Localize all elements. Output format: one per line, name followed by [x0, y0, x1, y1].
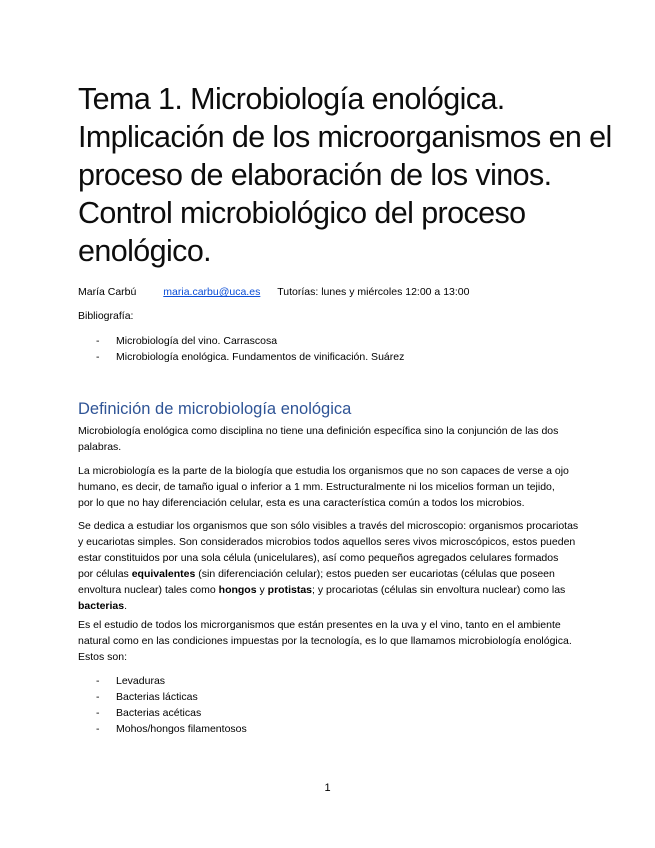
list-item-text: Bacterias lácticas: [116, 691, 198, 703]
dash-bullet: -: [96, 723, 100, 735]
list-item: [96, 689, 247, 705]
paragraph-line: Microbiología enológica como disciplina no tiene una definición específica sino la conjunción de las dos: [78, 425, 559, 437]
title-line: Implicación de los microorganismos en el: [78, 120, 612, 154]
document-title: [78, 80, 612, 270]
bold-term: bacterias: [78, 600, 125, 612]
list-item-text: Bacterias acéticas: [116, 707, 202, 719]
list-item-text: Microbiología enológica. Fundamentos de vinificación. Suárez: [116, 351, 405, 363]
paragraph-line: [78, 598, 580, 614]
paragraph-line: [78, 582, 580, 598]
bold-term: hongos: [218, 584, 257, 596]
paragraph-line: palabras.: [78, 441, 122, 453]
email-link[interactable]: maria.carbu@uca.es: [163, 286, 261, 298]
paragraph-line: por lo que no hay diferenciación celular, esta es una característica común a todos los microbios.: [78, 497, 525, 509]
list-item: [96, 349, 404, 365]
title-line: Control microbiológico del proceso: [78, 196, 526, 230]
paragraph-line: [78, 566, 580, 582]
dash-bullet: -: [96, 691, 100, 703]
paragraph-line: natural como en las condiciones impuestas por la tecnología, es lo que llamamos microbiología enológica.: [78, 635, 572, 647]
paragraph-line: humano, es decir, de tamaño igual o inferior a 1 mm. Estructuralmente ni los micelios forman un tejido,: [78, 481, 555, 493]
list-item-text: Levaduras: [116, 675, 166, 687]
page-number: 1: [324, 782, 331, 794]
list-item: [96, 673, 247, 689]
dash-bullet: -: [96, 335, 100, 347]
bibliography-label: Bibliografía:: [78, 310, 134, 322]
dash-bullet: -: [96, 707, 100, 719]
bibliography-list: [96, 333, 404, 365]
author-line: [78, 286, 469, 298]
paragraph-line: La microbiología es la parte de la biología que estudia los organismos que no son capaces de verse a ojo: [78, 465, 569, 477]
paragraph-line: Se dedica a estudiar los organismos que son sólo visibles a través del microscopio: organismos procariotas: [78, 520, 579, 532]
paragraph-organisms: [78, 518, 580, 614]
dash-bullet: -: [96, 351, 100, 363]
list-item: [96, 333, 404, 349]
text-run: envoltura nuclear) tales como: [78, 584, 219, 596]
list-item-text: Microbiología del vino. Carrascosa: [116, 335, 278, 347]
organisms-list: [96, 673, 247, 737]
paragraph-line: estar constituidos por una sola célula (unicelulares), así como pequeños agregados celulares formados: [78, 552, 559, 564]
section-heading: Definición de microbiología enológica: [78, 400, 352, 418]
list-item: [96, 705, 247, 721]
bold-term: protistas: [267, 584, 313, 596]
text-run: y: [256, 584, 268, 596]
title-line: Tema 1. Microbiología enológica.: [78, 82, 505, 116]
title-line: enológico.: [78, 234, 212, 268]
list-item-text: Mohos/hongos filamentosos: [116, 723, 247, 735]
paragraph-microbiology: [78, 463, 580, 511]
text-run: ; y procariotas (células sin envoltura nuclear) como las: [312, 584, 566, 596]
text-run: .: [124, 600, 128, 612]
dash-bullet: -: [96, 675, 100, 687]
list-item: [96, 721, 247, 737]
paragraph-definition: [78, 423, 580, 455]
author-name: María Carbú: [78, 286, 137, 298]
paragraph-enological: [78, 617, 580, 665]
bold-term: equivalentes: [131, 568, 196, 580]
office-hours: Tutorías: lunes y miércoles 12:00 a 13:00: [277, 286, 470, 298]
paragraph-line: Es el estudio de todos los microrganismos que están presentes en la uva y el vino, tanto en el ambiente: [78, 619, 561, 631]
text-run: por células: [78, 568, 132, 580]
text-run: (sin diferenciación celular); estos pueden ser eucariotas (células que poseen: [195, 568, 555, 580]
paragraph-line: y eucariotas simples. Son considerados microbios todos aquellos seres vivos microscópicos, estos pueden: [78, 536, 576, 548]
paragraph-line: Estos son:: [78, 651, 128, 663]
title-line: proceso de elaboración de los vinos.: [78, 158, 552, 192]
